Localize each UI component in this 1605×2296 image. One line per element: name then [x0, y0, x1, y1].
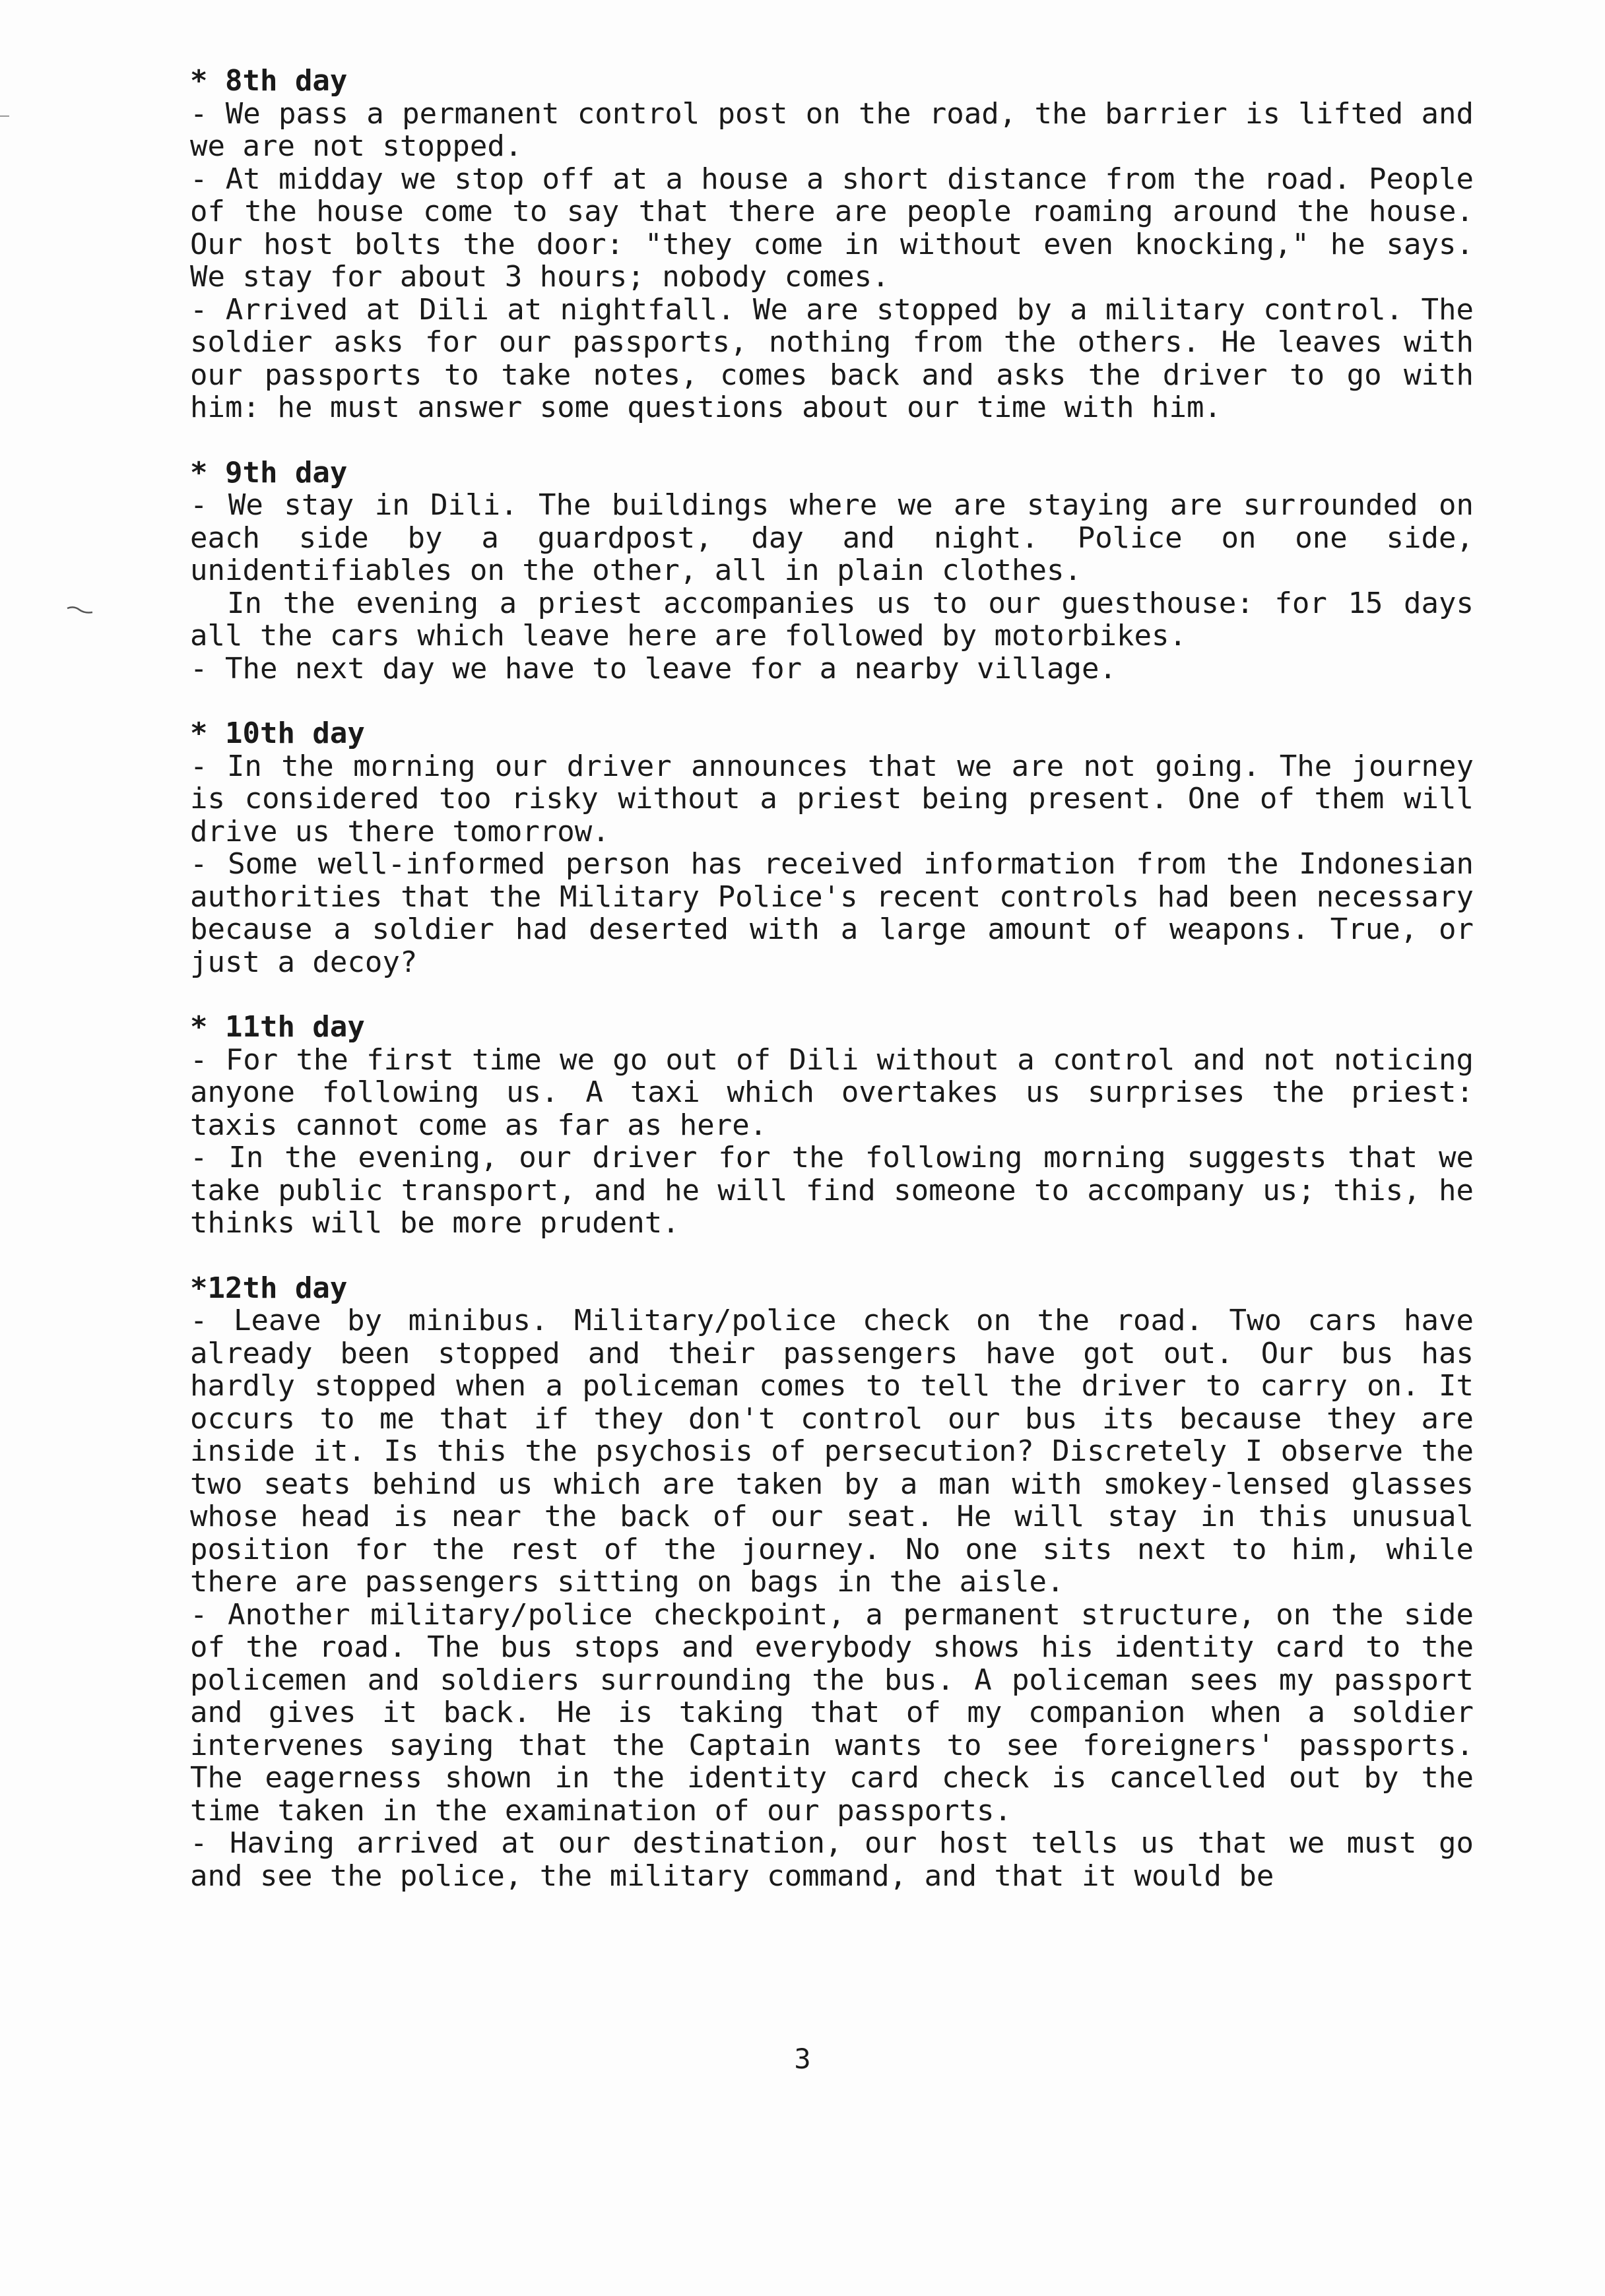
paragraph: In the evening a priest accompanies us to our guesthouse: for 15 days all the cars which leave here are followed by motorbikes.	[190, 586, 1474, 653]
section-heading: * 9th day	[190, 455, 348, 490]
paragraph: - In the evening, our driver for the following morning suggests that we take public transport, and he will find someone to accompany us; this, he thinks will be more prudent.	[190, 1141, 1474, 1240]
paragraph: - For the first time we go out of Dili without a control and not noticing anyone following us. A taxi which overtakes us surprises the priest: taxis cannot come as far as here.	[190, 1042, 1474, 1142]
scan-artifact-mark	[66, 606, 94, 615]
paragraph: - The next day we have to leave for a nearby village.	[190, 651, 1117, 686]
paragraph: - Having arrived at our destination, our host tells us that we must go and see the police, the military command, and that it would be	[190, 1826, 1474, 1893]
day-10-section	[190, 717, 1474, 978]
paragraph: - Some well-informed person has received information from the Indonesian authorities that the Military Police's recent controls had been necessary because a soldier had deserted with a large amount of weapons. True, or just a decoy?	[190, 847, 1474, 979]
paragraph: - Leave by minibus. Military/police check on the road. Two cars have already been stopped and their passengers have got out. Our bus has hardly stopped when a policeman comes to tell the driver to carry on. It occurs to me that if they don't control our bus its because they are inside it. Is this the psychosis of persecution? Discretely I observe the two seats behind us which are taken by a man with smokey-lensed glasses whose head is near the back of our seat. He will stay in this unusual position for the rest of the journey. No one sits next to him, while there are passengers sitting on bags in the aisle.	[190, 1304, 1474, 1599]
section-heading: * 10th day	[190, 717, 365, 750]
paragraph: - Arrived at Dili at nightfall. We are stopped by a military control. The soldier asks for our passports, nothing from the others. He leaves with our passports to take notes, comes back and asks the driver to go with him: he must answer some questions about our time with him.	[190, 292, 1474, 424]
day-8-section	[190, 65, 1474, 424]
paragraph: - Another military/police checkpoint, a permanent structure, on the side of the road. The bus stops and everybody shows his identity card to the policemen and soldiers surrounding the bus. A policeman sees my passport and gives it back. He is taking that of my companion when a soldier intervenes saying that the Captain wants to see foreigners' passports. The eagerness shown in the identity card check is cancelled out by the time taken in the examination of our passports.	[190, 1597, 1474, 1828]
section-heading: * 11th day	[190, 1010, 365, 1044]
document-body	[190, 65, 1474, 1925]
section-heading: * 8th day	[190, 64, 348, 98]
scan-edge-mark	[0, 115, 9, 117]
section-heading: *12th day	[190, 1271, 348, 1305]
page-number: 3	[794, 2043, 811, 2075]
paragraph: - We pass a permanent control post on the road, the barrier is lifted and we are not stopped.	[190, 96, 1474, 163]
day-12-section	[190, 1272, 1474, 1893]
paragraph: - In the morning our driver announces that we are not going. The journey is considered too risky without a priest being present. One of them will drive us there tomorrow.	[190, 749, 1474, 848]
paragraph: - We stay in Dili. The buildings where we are staying are surrounded on each side by a guardpost, day and night. Police on one side, unidentifiables on the other, all in plain clothes.	[190, 488, 1474, 587]
paragraph: - At midday we stop off at a house a short distance from the road. People of the house come to say that there are people roaming around the house. Our host bolts the door: "they come in without even knocking," he says. We stay for about 3 hours; nobody comes.	[190, 162, 1474, 294]
day-9-section	[190, 457, 1474, 686]
day-11-section	[190, 1011, 1474, 1240]
